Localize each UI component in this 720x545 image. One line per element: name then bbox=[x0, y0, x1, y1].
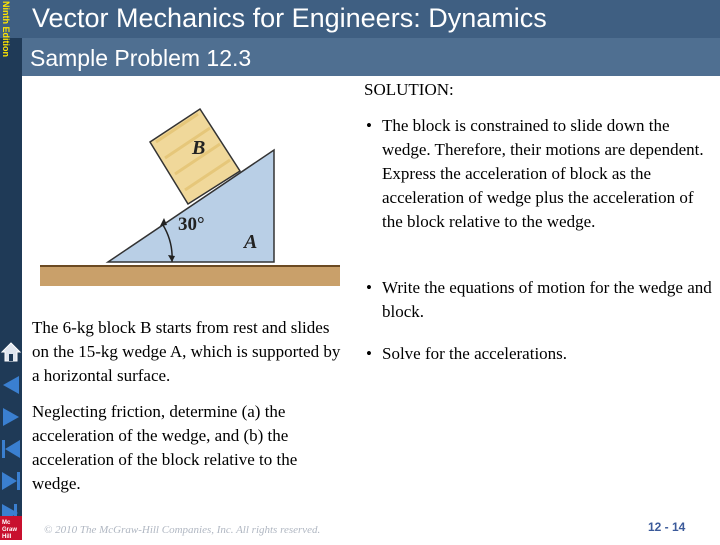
wedge-block-figure bbox=[40, 80, 340, 300]
wedge-label: A bbox=[244, 231, 258, 253]
solution-bullet: • Solve for the accelerations. bbox=[366, 342, 712, 366]
solution-bullet: • Write the equations of motion for the wedge and block. bbox=[366, 276, 712, 324]
page-title: Vector Mechanics for Engineers: Dynamics bbox=[32, 3, 547, 33]
solution-heading: SOLUTION: bbox=[364, 80, 454, 99]
slide-subtitle: Sample Problem 12.3 bbox=[30, 45, 252, 71]
solution-bullet: • The block is constrained to slide down the wedge. Therefore, their motions are dependent. Express the acceleration of block as the acceleration of wedge plus the acceleration of the block relative to the wedge. bbox=[366, 114, 712, 234]
svg-text:Hill: Hill bbox=[2, 534, 12, 540]
last-icon[interactable] bbox=[0, 469, 22, 493]
forward-icon[interactable] bbox=[0, 405, 22, 429]
back-icon[interactable] bbox=[0, 373, 22, 397]
navigation-sidebar bbox=[0, 38, 22, 540]
svg-text:Mc: Mc bbox=[2, 520, 11, 526]
mcgraw-hill-logo-icon bbox=[0, 516, 22, 540]
home-icon[interactable] bbox=[0, 340, 22, 364]
problem-statement-2: Neglecting friction, determine (a) the acceleration of the wedge, and (b) the acceleration of the block relative to the wedge. bbox=[32, 402, 298, 493]
ground-surface bbox=[40, 266, 340, 286]
copyright-notice: © 2010 The McGraw-Hill Companies, Inc. All rights reserved. bbox=[44, 524, 321, 536]
angle-label: 30° bbox=[178, 214, 205, 235]
first-icon[interactable] bbox=[0, 437, 22, 461]
svg-text:Graw: Graw bbox=[2, 527, 18, 533]
edition-badge bbox=[0, 0, 20, 57]
block-label: B bbox=[192, 137, 206, 159]
publisher-logo bbox=[0, 516, 22, 540]
page-number: 12 - 14 bbox=[648, 520, 686, 534]
problem-statement-1: The 6-kg block B starts from rest and slides on the 15-kg wedge A, which is supported by a horizontal surface. bbox=[32, 318, 341, 385]
edition-label: Ninth Edition bbox=[1, 1, 11, 57]
